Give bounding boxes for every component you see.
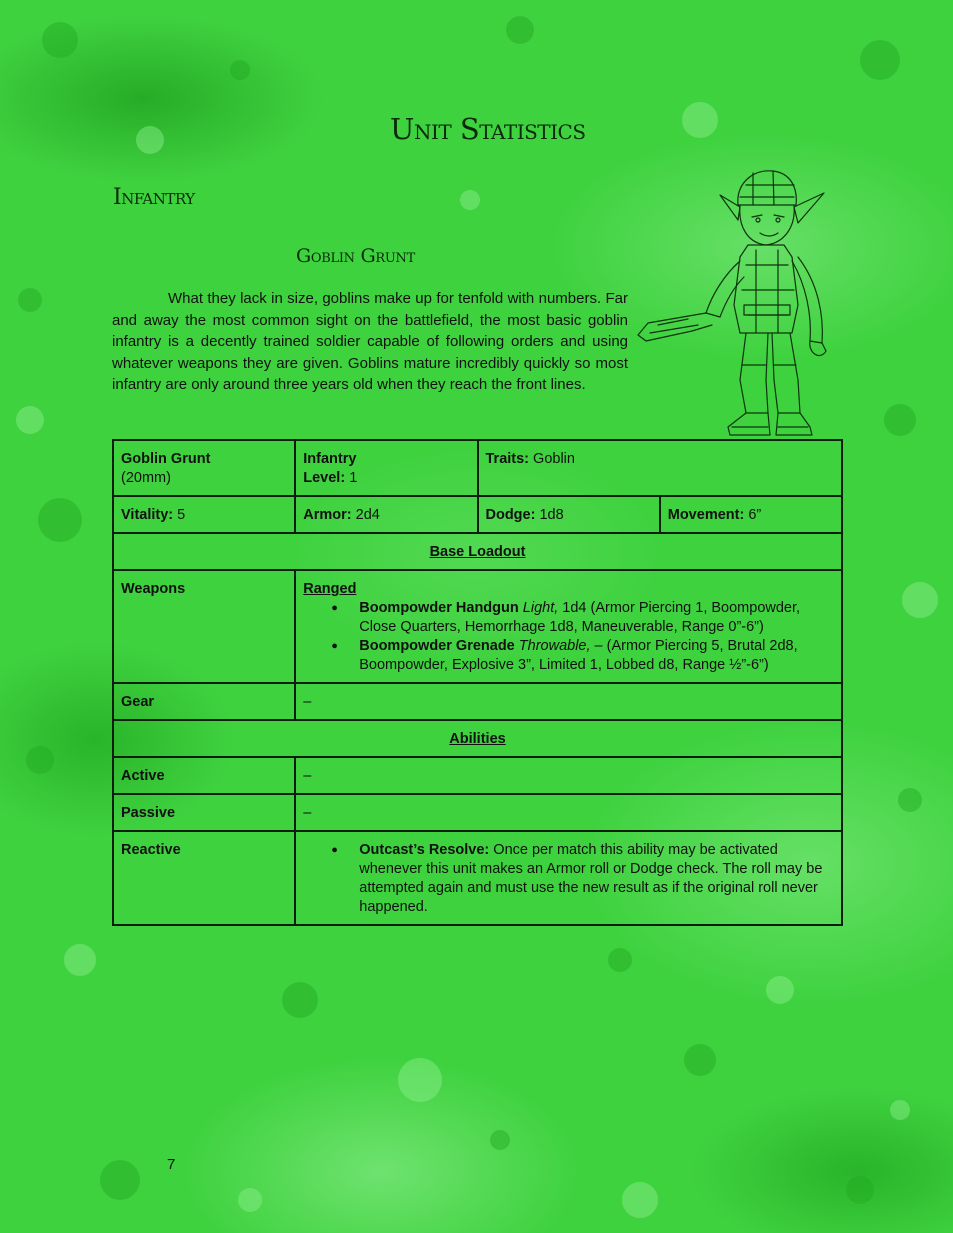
list-item [359,599,834,637]
intro-paragraph: What they lack in size, goblins make up for tenfold with numbers. Far and away the most common sight on the battlefield, the most basic goblin infantry is a decently trained soldier capable of following orders and using whatever weapons they are given. Goblins mature incredibly quickly so most infantry are only around three years old when they reach the front lines. [112,290,628,393]
passive-label: Passive [113,794,295,831]
gear-value: – [295,683,842,720]
weapon-stats: – (Armor Piercing 5, Brutal 2d8, Boompowder, Explosive 3”, Limited 1, Lobbed d8, Range ½”-6”) [359,638,798,673]
page-number: 7 [167,1156,176,1173]
dodge-cell [478,496,660,533]
armor-label: Armor: [303,507,352,523]
dodge-value: 1d8 [539,507,564,523]
table-row [113,440,842,496]
table-row [113,570,842,683]
list-item [359,841,834,917]
goblin-illustration [628,165,833,440]
level-value: 1 [349,470,358,486]
active-value: – [295,757,842,794]
weapon-name: Boompowder Grenade [359,638,515,654]
page-title: Unit Statistics [390,112,586,146]
unit-base-size: (20mm) [121,470,171,486]
table-row [113,757,842,794]
weapons-list [303,599,834,675]
armor-value: 2d4 [355,507,380,523]
table-row [113,683,842,720]
table-row [113,831,842,925]
weapon-stats: 1d4 (Armor Piercing 1, Boompowder, Close Quarters, Hemorrhage 1d8, Maneuverable, Range 0”-6”) [359,600,801,635]
gear-label: Gear [113,683,295,720]
abilities-header: Abilities [113,720,842,757]
reactive-cell [295,831,842,925]
table-row [113,533,842,570]
weapon-name: Boompowder Handgun [359,600,519,616]
unit-name: Goblin Grunt [121,451,211,467]
list-item [359,637,834,675]
section-heading: Infantry [113,185,195,210]
passive-value: – [295,794,842,831]
weapons-cell [295,570,842,683]
level-label: Level: [303,470,346,486]
traits-cell [478,440,843,496]
armor-cell [295,496,477,533]
table-row [113,496,842,533]
vitality-cell [113,496,295,533]
table-row [113,794,842,831]
movement-value: 6” [748,507,762,523]
weapon-tags: Light, [522,600,559,616]
movement-cell [660,496,842,533]
ability-text: Once per match this ability may be activated whenever this unit makes an Armor roll or Dodge check. The roll may be attempted again and must use the new result as if the original roll never happened. [359,842,823,915]
vitality-label: Vitality: [121,507,174,523]
unit-type-cell [295,440,477,496]
movement-label: Movement: [667,507,745,523]
dodge-label: Dodge: [485,507,536,523]
reactive-list [303,841,834,917]
traits-value: Goblin [533,451,575,467]
active-label: Active [113,757,295,794]
table-row [113,720,842,757]
base-loadout-header: Base Loadout [113,533,842,570]
weapon-tags: Throwable, [518,638,591,654]
traits-label: Traits: [485,451,530,467]
ability-name: Outcast’s Resolve: [359,842,490,858]
unit-type: Infantry [303,451,357,467]
reactive-label: Reactive [113,831,295,925]
weapons-label: Weapons [113,570,295,683]
vitality-value: 5 [177,507,186,523]
unit-name-cell [113,440,295,496]
unit-heading: Goblin Grunt [296,245,415,267]
unit-stats-table [112,439,843,926]
ranged-label: Ranged [303,581,357,597]
